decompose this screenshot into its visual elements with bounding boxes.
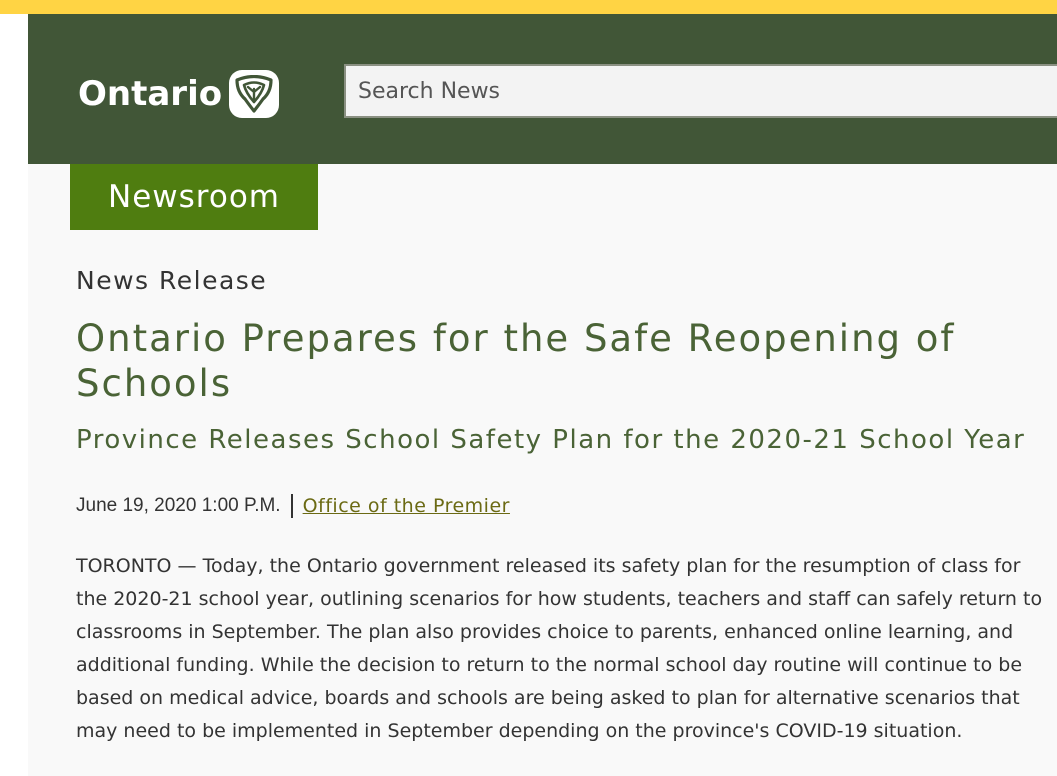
page [28,14,1057,776]
meta-divider [291,494,293,518]
logo-text: Ontario [78,74,223,114]
article-body: TORONTO — Today, the Ontario government released its safety plan for the resumption of class for the 2020-21 school year, outlining scenarios for how students, teachers and staff can safely return to classrooms in September. The plan also provides choice to parents, enhanced online learning, and additional funding. While the decision to return to the normal school day routine will continue to be based on medical advice, boards and schools are being asked to plan for alternative scenarios that may need to be implemented in September depending on the province's COVID-19 situation. [76,555,1043,742]
top-accent-stripe [0,0,1057,14]
office-link[interactable]: Office of the Premier [302,495,510,517]
ontario-logo-link[interactable] [78,70,279,118]
trillium-icon [229,70,279,118]
release-meta [76,494,510,518]
page-subtitle: Province Releases School Safety Plan for the 2020-21 School Year [76,425,1026,455]
release-type-label: News Release [76,266,268,295]
newsroom-link[interactable]: Newsroom [70,164,318,230]
page-title: Ontario Prepares for the Safe Reopening of Schools [76,317,956,405]
release-date: June 19, 2020 1:00 P.M. [76,495,281,516]
site-header [28,14,1057,164]
search-input[interactable] [344,64,1057,118]
